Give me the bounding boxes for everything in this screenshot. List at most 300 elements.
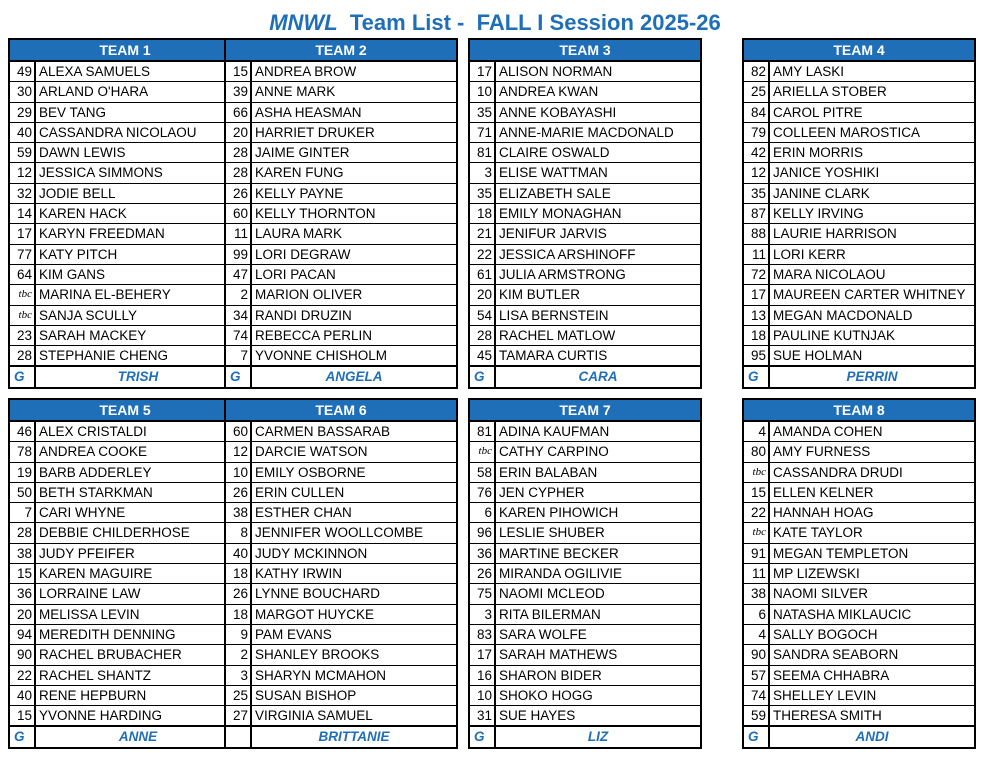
jersey-number: 7: [226, 346, 252, 365]
player-row: [10, 523, 240, 543]
player-row: [226, 143, 456, 163]
player-name: LYNNE BOUCHARD: [255, 586, 381, 602]
player-row: [226, 686, 456, 706]
player-row: [744, 625, 974, 645]
player-name: KATHY IRWIN: [255, 566, 343, 582]
jersey-number: 2: [226, 285, 252, 304]
player-row: [470, 224, 700, 244]
player-row: [470, 422, 700, 442]
player-name: ASHA HEASMAN: [255, 104, 362, 120]
player-name: CARI WHYNE: [39, 505, 126, 521]
player-name: KAREN MAGUIRE: [39, 566, 153, 582]
player-row: [10, 483, 240, 503]
jersey-number: 79: [744, 123, 770, 142]
player-name: JESSICA ARSHINOFF: [499, 246, 636, 262]
jersey-number: 81: [470, 422, 496, 441]
jersey-number: tbc: [10, 285, 36, 304]
player-name: CASSANDRA DRUDI: [773, 464, 903, 480]
jersey-number: 38: [744, 584, 770, 603]
goalie-label: G: [744, 367, 770, 387]
player-row: [226, 82, 456, 102]
player-row: [744, 82, 974, 102]
player-name: MARINA EL-BEHERY: [39, 287, 171, 303]
player-row: [226, 645, 456, 665]
player-row: [226, 204, 456, 224]
jersey-number: 4: [744, 625, 770, 644]
jersey-number: 99: [226, 245, 252, 264]
player-row: [226, 584, 456, 604]
league-name: MNWL: [269, 10, 338, 35]
jersey-number: 64: [10, 265, 36, 284]
player-row: [226, 103, 456, 123]
player-row: [744, 184, 974, 204]
team-header: TEAM 3: [470, 40, 700, 62]
player-name: ARIELLA STOBER: [773, 84, 887, 100]
player-name: JUDY MCKINNON: [255, 545, 368, 561]
jersey-number: 18: [226, 564, 252, 583]
jersey-number: 88: [744, 224, 770, 243]
player-name: CAROL PITRE: [773, 104, 863, 120]
player-name: LISA BERNSTEIN: [499, 307, 609, 323]
player-row: [744, 706, 974, 726]
team-header: TEAM 8: [744, 400, 974, 422]
player-row: [10, 625, 240, 645]
jersey-number: 20: [10, 605, 36, 624]
player-row: [470, 666, 700, 686]
jersey-number: 22: [470, 245, 496, 264]
player-name: ERIN BALABAN: [499, 464, 598, 480]
jersey-number: 17: [470, 645, 496, 664]
player-name: MARA NICOLAOU: [773, 266, 886, 282]
player-row: [10, 422, 240, 442]
team-header: TEAM 2: [226, 40, 456, 62]
jersey-number: tbc: [744, 463, 770, 482]
player-name: CASSANDRA NICOLAOU: [39, 124, 197, 140]
player-name: SUSAN BISHOP: [255, 687, 357, 703]
player-row: [744, 285, 974, 305]
player-name: ANDREA COOKE: [39, 444, 148, 460]
jersey-number: 28: [226, 163, 252, 182]
player-name: STEPHANIE CHENG: [39, 348, 169, 364]
player-name: MELISSA LEVIN: [39, 606, 140, 622]
player-name: NAOMI MCLEOD: [499, 586, 605, 602]
jersey-number: 19: [10, 463, 36, 482]
player-name: SEEMA CHHABRA: [773, 667, 890, 683]
jersey-number: 94: [10, 625, 36, 644]
player-name: JODIE BELL: [39, 185, 116, 201]
player-name: ALEXA SAMUELS: [39, 64, 151, 79]
player-name: MEGAN TEMPLETON: [773, 545, 909, 561]
jersey-number: 59: [744, 706, 770, 725]
jersey-number: 3: [226, 666, 252, 685]
jersey-number: tbc: [470, 442, 496, 461]
goalie-row: [470, 726, 700, 747]
player-row: [470, 686, 700, 706]
player-name: NAOMI SILVER: [773, 586, 869, 602]
jersey-number: 22: [10, 666, 36, 685]
jersey-number: 59: [10, 143, 36, 162]
player-row: [226, 306, 456, 326]
player-name: THERESA SMITH: [773, 708, 882, 724]
jersey-number: 95: [744, 346, 770, 365]
goalie-row: [226, 726, 456, 747]
player-name: DARCIE WATSON: [255, 444, 368, 460]
jersey-number: 23: [10, 326, 36, 345]
jersey-number: 29: [10, 103, 36, 122]
player-name: SHARON BIDER: [499, 667, 602, 683]
jersey-number: 26: [226, 184, 252, 203]
player-row: [226, 346, 456, 366]
player-row: [10, 143, 240, 163]
jersey-number: 78: [10, 442, 36, 461]
player-row: [10, 123, 240, 143]
jersey-number: 72: [744, 265, 770, 284]
player-row: [744, 306, 974, 326]
player-row: [744, 163, 974, 183]
player-row: [470, 245, 700, 265]
player-row: [10, 645, 240, 665]
player-row: [226, 224, 456, 244]
player-name: SHARYN MCMAHON: [255, 667, 387, 683]
jersey-number: 74: [226, 326, 252, 345]
player-row: [226, 544, 456, 564]
jersey-number: 17: [744, 285, 770, 304]
player-name: LORI DEGRAW: [255, 246, 351, 262]
jersey-number: 81: [470, 143, 496, 162]
jersey-number: 20: [470, 285, 496, 304]
player-name: AMY FURNESS: [773, 444, 871, 460]
player-row: [744, 265, 974, 285]
player-name: LORI KERR: [773, 246, 846, 262]
jersey-number: 16: [470, 666, 496, 685]
jersey-number: 18: [744, 326, 770, 345]
player-name: SARAH MACKEY: [39, 327, 147, 343]
player-name: COLLEEN MAROSTICA: [773, 124, 921, 140]
player-name: ERIN MORRIS: [773, 145, 864, 161]
jersey-number: 91: [744, 544, 770, 563]
player-name: MARION OLIVER: [255, 287, 363, 303]
player-name: BETH STARKMAN: [39, 484, 153, 500]
jersey-number: 34: [226, 306, 252, 325]
player-name: RENE HEPBURN: [39, 687, 147, 703]
player-row: [470, 483, 700, 503]
player-row: [10, 62, 240, 82]
player-name: AMY LASKI: [773, 64, 845, 79]
player-name: PAULINE KUTNJAK: [773, 327, 896, 343]
jersey-number: 21: [470, 224, 496, 243]
player-row: [470, 503, 700, 523]
jersey-number: 60: [226, 422, 252, 441]
player-name: HARRIET DRUKER: [255, 124, 375, 140]
goalie-label: G: [470, 367, 496, 387]
team-header: TEAM 1: [10, 40, 240, 62]
player-name: ELLEN KELNER: [773, 484, 874, 500]
player-name: DEBBIE CHILDERHOSE: [39, 525, 190, 541]
jersey-number: 8: [226, 523, 252, 542]
player-name: CATHY CARPINO: [499, 444, 609, 460]
jersey-number: 40: [10, 686, 36, 705]
jersey-number: 38: [226, 503, 252, 522]
player-name: KATE TAYLOR: [773, 525, 863, 541]
player-row: [744, 346, 974, 366]
player-name: JENIFUR JARVIS: [499, 226, 607, 242]
player-name: LESLIE SHUBER: [499, 525, 605, 541]
jersey-number: 74: [744, 686, 770, 705]
player-row: [470, 605, 700, 625]
player-row: [226, 422, 456, 442]
player-row: [10, 82, 240, 102]
player-row: [470, 544, 700, 564]
player-name: MIRANDA OGILIVIE: [499, 566, 623, 582]
jersey-number: 80: [744, 442, 770, 461]
player-name: ADINA KAUFMAN: [499, 424, 610, 439]
player-name: ELIZABETH SALE: [499, 185, 611, 201]
player-row: [10, 184, 240, 204]
player-row: [10, 103, 240, 123]
player-name: VIRGINIA SAMUEL: [255, 708, 373, 724]
jersey-number: 17: [470, 62, 496, 81]
player-name: KELLY IRVING: [773, 206, 864, 222]
player-name: LORRAINE LAW: [39, 586, 141, 602]
player-row: [470, 143, 700, 163]
player-row: [744, 326, 974, 346]
jersey-number: 26: [226, 584, 252, 603]
goalie-row: [226, 366, 456, 387]
player-row: [10, 463, 240, 483]
player-row: [226, 184, 456, 204]
jersey-number: 6: [744, 605, 770, 624]
jersey-number: tbc: [744, 523, 770, 542]
player-row: [744, 224, 974, 244]
player-name: CLAIRE OSWALD: [499, 145, 610, 161]
player-name: SANJA SCULLY: [39, 307, 138, 323]
player-name: MARGOT HUYCKE: [255, 606, 375, 622]
player-name: MEREDITH DENNING: [39, 626, 176, 642]
player-name: SHOKO HOGG: [499, 687, 593, 703]
player-name: KAREN HACK: [39, 206, 127, 222]
player-name: LAURA MARK: [255, 226, 343, 242]
jersey-number: 35: [744, 184, 770, 203]
player-name: PAM EVANS: [255, 626, 332, 642]
player-name: KIM GANS: [39, 266, 106, 282]
goalie-row: [10, 726, 240, 747]
player-name: SUE HOLMAN: [773, 348, 863, 364]
player-name: JULIA ARMSTRONG: [499, 266, 626, 282]
jersey-number: 2: [226, 645, 252, 664]
jersey-number: 26: [226, 483, 252, 502]
player-name: ELISE WATTMAN: [499, 165, 608, 181]
jersey-number: 42: [744, 143, 770, 162]
jersey-number: 75: [470, 584, 496, 603]
jersey-number: tbc: [10, 306, 36, 325]
jersey-number: 90: [10, 645, 36, 664]
player-row: [226, 265, 456, 285]
player-name: KELLY THORNTON: [255, 206, 376, 222]
jersey-number: 12: [744, 163, 770, 182]
jersey-number: 39: [226, 82, 252, 101]
jersey-number: 10: [226, 463, 252, 482]
jersey-number: 3: [470, 605, 496, 624]
jersey-number: 35: [470, 184, 496, 203]
team-table: [8, 398, 242, 749]
player-row: [744, 483, 974, 503]
player-row: [226, 326, 456, 346]
player-row: [10, 666, 240, 686]
jersey-number: 27: [226, 706, 252, 725]
player-name: REBECCA PERLIN: [255, 327, 373, 343]
player-row: [744, 442, 974, 462]
jersey-number: 60: [226, 204, 252, 223]
team-table: [742, 38, 976, 389]
jersey-number: 28: [10, 523, 36, 542]
player-name: SHELLEY LEVIN: [773, 687, 877, 703]
jersey-number: 57: [744, 666, 770, 685]
player-row: [10, 204, 240, 224]
player-name: CARMEN BASSARAB: [255, 424, 391, 439]
team-header: TEAM 7: [470, 400, 700, 422]
player-name: MARTINE BECKER: [499, 545, 619, 561]
player-row: [10, 706, 240, 726]
player-row: [470, 564, 700, 584]
player-name: TAMARA CURTIS: [499, 348, 608, 364]
player-row: [226, 666, 456, 686]
jersey-number: 82: [744, 62, 770, 81]
player-row: [744, 62, 974, 82]
jersey-number: 90: [744, 645, 770, 664]
player-row: [470, 706, 700, 726]
player-name: ANDREA BROW: [255, 64, 357, 79]
player-name: RACHEL BRUBACHER: [39, 647, 182, 663]
player-row: [470, 62, 700, 82]
jersey-number: 7: [10, 503, 36, 522]
jersey-number: 58: [470, 463, 496, 482]
jersey-number: 54: [470, 306, 496, 325]
jersey-number: 15: [10, 564, 36, 583]
player-row: [470, 625, 700, 645]
player-row: [744, 605, 974, 625]
player-name: KATY PITCH: [39, 246, 118, 262]
player-row: [470, 326, 700, 346]
player-name: NATASHA MIKLAUCIC: [773, 606, 912, 622]
jersey-number: 26: [470, 564, 496, 583]
player-row: [226, 163, 456, 183]
jersey-number: 83: [470, 625, 496, 644]
jersey-number: 15: [744, 483, 770, 502]
player-name: JANINE CLARK: [773, 185, 870, 201]
jersey-number: 96: [470, 523, 496, 542]
player-row: [226, 503, 456, 523]
goalie-name: PERRIN: [846, 369, 898, 385]
player-row: [10, 564, 240, 584]
team-table: [468, 398, 702, 749]
team-table: [224, 38, 458, 389]
player-name: JENNIFER WOOLLCOMBE: [255, 525, 424, 541]
jersey-number: 14: [10, 204, 36, 223]
goalie-label: G: [10, 727, 36, 747]
player-row: [10, 265, 240, 285]
player-row: [744, 666, 974, 686]
player-row: [226, 245, 456, 265]
jersey-number: 31: [470, 706, 496, 725]
jersey-number: 36: [10, 584, 36, 603]
player-row: [226, 605, 456, 625]
player-row: [10, 605, 240, 625]
player-name: YVONNE HARDING: [39, 708, 163, 724]
player-row: [744, 463, 974, 483]
jersey-number: 10: [470, 686, 496, 705]
jersey-number: 38: [10, 544, 36, 563]
jersey-number: 18: [470, 204, 496, 223]
player-name: RITA BILERMAN: [499, 606, 601, 622]
player-row: [470, 184, 700, 204]
player-name: ALEX CRISTALDI: [39, 424, 147, 439]
player-row: [744, 143, 974, 163]
player-row: [744, 523, 974, 543]
player-row: [226, 442, 456, 462]
jersey-number: 22: [744, 503, 770, 522]
player-name: RACHEL MATLOW: [499, 327, 616, 343]
jersey-number: 66: [226, 103, 252, 122]
player-row: [10, 326, 240, 346]
jersey-number: 11: [744, 245, 770, 264]
player-name: JAIME GINTER: [255, 145, 350, 161]
player-name: EMILY MONAGHAN: [499, 206, 622, 222]
jersey-number: 77: [10, 245, 36, 264]
player-name: KIM BUTLER: [499, 287, 581, 303]
goalie-label: G: [226, 367, 252, 387]
player-name: KELLY PAYNE: [255, 185, 344, 201]
player-row: [470, 103, 700, 123]
player-name: MP LIZEWSKI: [773, 566, 860, 582]
goalie-row: [744, 726, 974, 747]
jersey-number: 17: [10, 224, 36, 243]
player-name: JEN CYPHER: [499, 484, 585, 500]
player-row: [744, 123, 974, 143]
player-row: [10, 584, 240, 604]
jersey-number: 45: [470, 346, 496, 365]
player-name: JANICE YOSHIKI: [773, 165, 880, 181]
jersey-number: 50: [10, 483, 36, 502]
jersey-number: 28: [226, 143, 252, 162]
player-name: BEV TANG: [39, 104, 107, 120]
jersey-number: 28: [470, 326, 496, 345]
player-row: [226, 564, 456, 584]
player-row: [10, 686, 240, 706]
jersey-number: 47: [226, 265, 252, 284]
jersey-number: 61: [470, 265, 496, 284]
player-row: [226, 62, 456, 82]
goalie-name: CARA: [578, 369, 618, 385]
player-name: BARB ADDERLEY: [39, 464, 152, 480]
player-name: KARYN FREEDMAN: [39, 226, 165, 242]
player-row: [744, 686, 974, 706]
player-name: LORI PACAN: [255, 266, 336, 282]
team-table: [8, 38, 242, 389]
player-row: [10, 346, 240, 366]
jersey-number: 36: [470, 544, 496, 563]
player-row: [744, 645, 974, 665]
player-name: SARAH MATHEWS: [499, 647, 618, 663]
team-header: TEAM 4: [744, 40, 974, 62]
goalie-name: ANDI: [855, 729, 889, 745]
goalie-name: LIZ: [587, 729, 609, 745]
jersey-number: 35: [470, 103, 496, 122]
jersey-number: 12: [10, 163, 36, 182]
jersey-number: 25: [226, 686, 252, 705]
player-row: [470, 584, 700, 604]
player-row: [470, 442, 700, 462]
goalie-label: G: [470, 727, 496, 747]
